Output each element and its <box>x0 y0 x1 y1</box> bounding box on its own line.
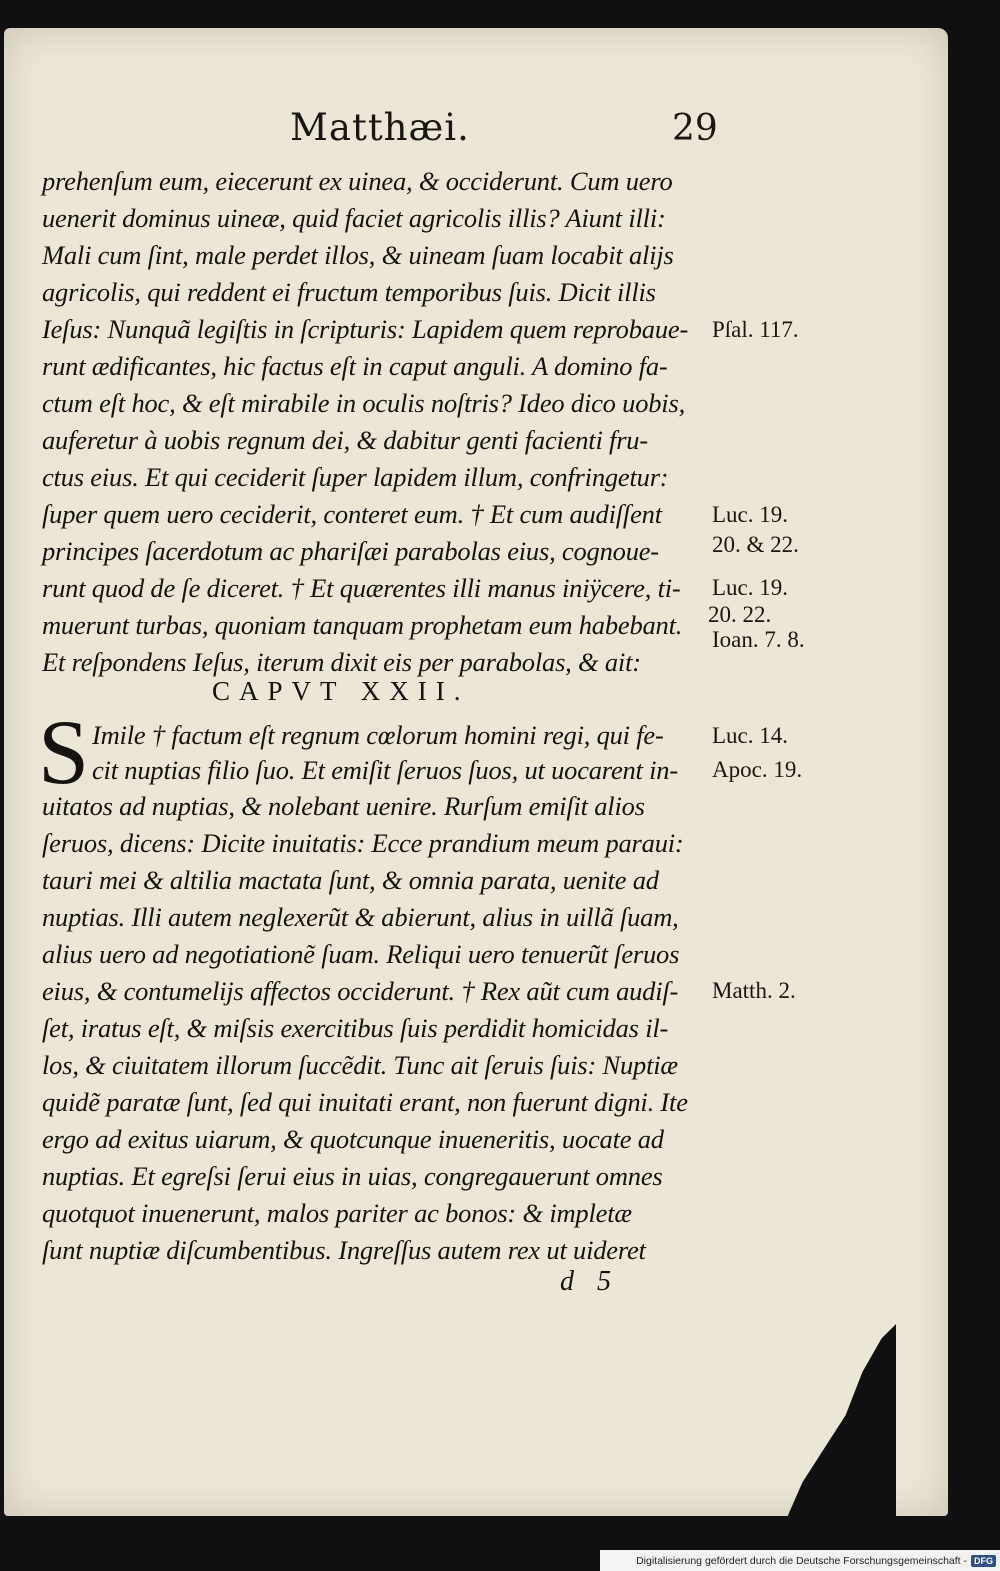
text-line: muerunt turbas, quoniam tanquam prophetam eum habebant. <box>42 610 683 640</box>
dfg-logo-icon: DFG <box>971 1555 996 1567</box>
drop-initial: S <box>38 701 90 803</box>
text-line: cit nuptias filio ſuo. Et emiſit ſeruos ſuos, ut uocarent in- <box>92 755 678 785</box>
text-line: ſeruos, dicens: Dicite inuitatis: Ecce prandium meum paraui: <box>42 828 684 858</box>
text-line: agricolis, qui reddent ei fructum temporibus ſuis. Dicit illis <box>42 277 656 307</box>
text-line: ſuper quem uero ceciderit, conteret eum. † Et cum audiſſent <box>42 499 662 529</box>
text-line: Imile † factum eſt regnum cœlorum homini regi, qui fe- <box>92 720 664 750</box>
text-line: runt ædificantes, hic factus eſt in caput anguli. A domino fa- <box>42 351 668 381</box>
text-line: principes ſacerdotum ac phariſæi parabolas eius, cognoue- <box>42 536 659 566</box>
text-line: eius, & contumelijs affectos occiderunt. † Rex aũt cum audiſ- <box>42 976 679 1006</box>
text-line: ſet, iratus eſt, & miſsis exercitibus ſuis perdidit homicidas il- <box>42 1013 669 1043</box>
text-line: los, & ciuitatem illorum ſuccẽdit. Tunc ait ſeruis ſuis: Nuptiæ <box>42 1050 678 1080</box>
digitization-credit-bar <box>600 1550 1000 1571</box>
chapter-heading: CAPVT XXII. <box>212 676 470 706</box>
text-line: ctus eius. Et qui ceciderit ſuper lapidem illum, confringetur: <box>42 462 669 492</box>
page-number: 29 <box>672 108 718 149</box>
running-head: Matthæi. <box>290 106 470 149</box>
signature-mark: d 5 <box>560 1266 611 1297</box>
text-line: ctum eſt hoc, & eſt mirabile in oculis noſtris? Ideo dico uobis, <box>42 388 685 418</box>
text-line: nuptias. Et egreſsi ſerui eius in uias, congregauerunt omnes <box>42 1161 663 1191</box>
marginal-note: 20. & 22. <box>712 532 799 557</box>
text-line: Mali cum ſint, male perdet illos, & uineam ſuam locabit alijs <box>42 240 674 270</box>
text-line: quotquot inuenerunt, malos pariter ac bonos: & impletæ <box>42 1198 632 1228</box>
text-line: ergo ad exitus uiarum, & quotcunque inueneritis, uocate ad <box>42 1124 664 1154</box>
torn-corner <box>776 1324 896 1564</box>
marginal-note: Apoc. 19. <box>712 757 803 782</box>
marginal-note: 20. 22. <box>708 602 772 627</box>
marginal-note: Luc. 14. <box>712 723 789 748</box>
marginal-note: Luc. 19. <box>712 575 789 600</box>
marginal-note: Luc. 19. <box>712 502 789 527</box>
text-line: ſunt nuptiæ diſcumbentibus. Ingreſſus autem rex ut uideret <box>42 1235 646 1265</box>
text-line: auferetur à uobis regnum dei, & dabitur genti facienti fru- <box>42 425 648 455</box>
text-line: uitatos ad nuptias, & nolebant uenire. Rurſum emiſit alios <box>42 791 645 821</box>
marginal-note: Matth. 2. <box>712 978 796 1003</box>
text-line: prehenſum eum, eiecerunt ex uinea, & occiderunt. Cum uero <box>42 166 673 196</box>
text-line: Et reſpondens Ieſus, iterum dixit eis per parabolas, & ait: <box>42 647 641 677</box>
text-line: nuptias. Illi autem neglexerũt & abierunt, alius in uillã ſuam, <box>42 902 679 932</box>
text-line: runt quod de ſe diceret. † Et quærentes illi manus iniÿcere, ti- <box>42 573 681 603</box>
text-line: uenerit dominus uineæ, quid faciet agricolis illis? Aiunt illi: <box>42 203 666 233</box>
marginal-note: Pſal. 117. <box>712 317 799 342</box>
text-line: alius uero ad negotiationẽ ſuam. Reliqui uero tenuerũt ſeruos <box>42 939 680 969</box>
text-line: tauri mei & altilia mactata ſunt, & omnia parata, uenite ad <box>42 865 659 895</box>
digitization-credit: Digitalisierung gefördert durch die Deutsche Forschungsgemeinschaft - <box>636 1554 967 1567</box>
marginal-note: Ioan. 7. 8. <box>712 627 805 652</box>
text-line: quidẽ paratæ ſunt, ſed qui inuitati erant, non fuerunt digni. Ite <box>42 1087 688 1117</box>
text-line: Ieſus: Nunquã legiſtis in ſcripturis: Lapidem quem reprobaue- <box>42 314 689 344</box>
